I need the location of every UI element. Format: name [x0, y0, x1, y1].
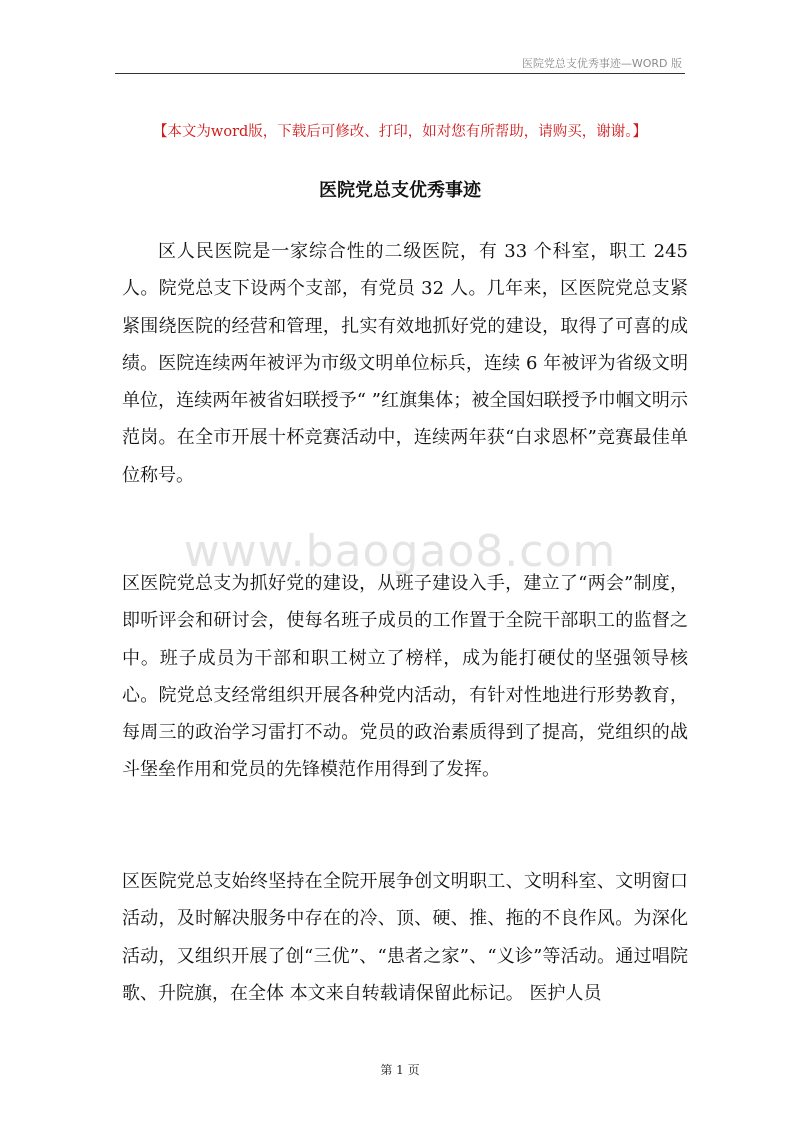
watermark-text: www.baogao8.com: [183, 526, 617, 577]
running-header: 医院党总支优秀事迹—WORD 版: [521, 57, 682, 70]
body-paragraph-3: 区医院党总支始终坚持在全院开展争创文明职工、文明科室、文明窗口活动，及时解决服务中存在的冷、顶、硬、推、拖的不良作风。为深化活动，又组织开展了创“三优”、“患者之家”、“义诊”等活动。通过唱院歌、升院旗，在全体 本文来自转载请保留此标记。 医护人员: [122, 871, 688, 1004]
purchase-notice: 【本文为word版，下载后可修改、打印，如对您有所帮助，请购买，谢谢。】: [152, 124, 648, 140]
header-divider: [115, 73, 685, 74]
page-number: 第 1 页: [380, 1063, 420, 1077]
body-paragraph-1: 区人民医院是一家综合性的二级医院，有 33 个科室，职工 245 人。院党总支下设两个支部，有党员 32 人。几年来，区医院党总支紧紧围绕医院的经营和管理，扎实有效地抓好党的建设，取得了可喜的成绩。医院连续两年被评为市级文明单位标兵，连续 6 年被评为省级文明单位，连续两年被省妇联授予“ ”红旗集体；被全国妇联授予巾帼文明示范岗。在全市开展十杯竞赛活动中，连续两年获“白求恩杯”竞赛最佳单位称号。: [122, 241, 688, 486]
document-title: 医院党总支优秀事迹: [319, 180, 481, 201]
body-paragraph-2: 区医院党总支为抓好党的建设，从班子建设入手，建立了“两会”制度，即听评会和研讨会，使每名班子成员的工作置于全院干部职工的监督之中。班子成员为干部和职工树立了榜样，成为能打硬仗的坚强领导核心。院党总支经常组织开展各种党内活动，有针对性地进行形势教育，每周三的政治学习雷打不动。党员的政治素质得到了提高，党组织的战斗堡垒作用和党员的先锋模范作用得到了发挥。: [122, 573, 688, 781]
